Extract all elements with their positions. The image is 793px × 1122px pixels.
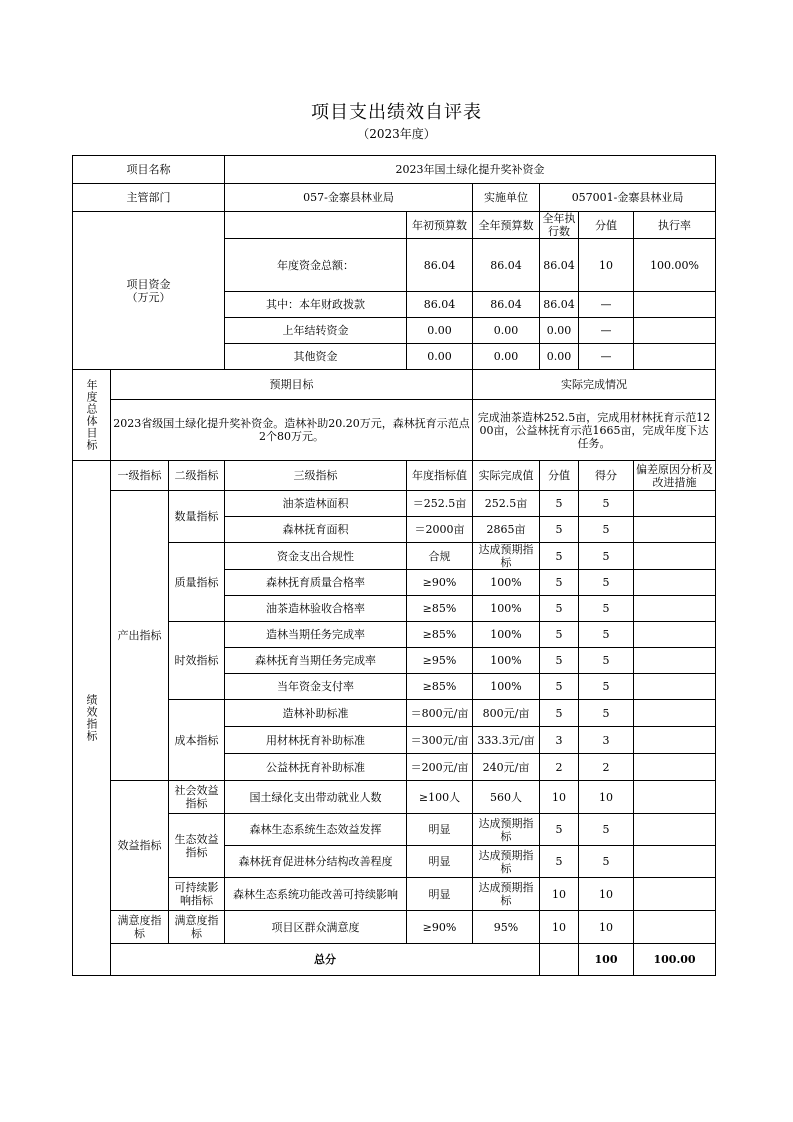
- indicator-weight: 5: [540, 814, 579, 846]
- indicator-name: 油茶造林验收合格率: [225, 596, 407, 622]
- indicators-label: 绩效指标: [73, 461, 111, 976]
- total-score: 100.00: [634, 944, 716, 976]
- indicator-note: [634, 491, 716, 517]
- project-name: 2023年国土绿化提升奖补资金: [225, 156, 716, 184]
- indicator-actual: 达成预期指标: [473, 878, 540, 911]
- level2-quantity: 数量指标: [169, 491, 225, 543]
- indicator-target: ≥90%: [407, 911, 473, 944]
- indicator-actual: 560人: [473, 781, 540, 814]
- indicator-actual: 100%: [473, 674, 540, 700]
- indicator-weight: 5: [540, 491, 579, 517]
- indicator-header-actual: 实际完成值: [473, 461, 540, 491]
- funds-row-initial: 86.04: [407, 292, 473, 318]
- indicator-score: 5: [579, 491, 634, 517]
- funds-row-executed: 0.00: [540, 318, 579, 344]
- funds-header-annual: 全年预算数: [473, 212, 540, 239]
- indicator-name: 用材林抚育补助标准: [225, 727, 407, 754]
- funds-header-blank: [225, 212, 407, 239]
- dept-label: 主管部门: [73, 184, 225, 212]
- funds-row-rate: [634, 344, 716, 370]
- indicator-actual: 800元/亩: [473, 700, 540, 727]
- total-blank: [540, 944, 579, 976]
- dept-value: 057-金寨县林业局: [225, 184, 473, 212]
- funds-row-annual: 86.04: [473, 292, 540, 318]
- indicator-score: 5: [579, 674, 634, 700]
- funds-row-annual: 0.00: [473, 318, 540, 344]
- indicator-weight: 5: [540, 700, 579, 727]
- indicator-weight: 5: [540, 543, 579, 570]
- indicator-target: ＝2000亩: [407, 517, 473, 543]
- level1-output: 产出指标: [111, 491, 169, 781]
- indicator-actual: 240元/亩: [473, 754, 540, 781]
- indicator-weight: 10: [540, 911, 579, 944]
- indicator-target: 明显: [407, 878, 473, 911]
- indicator-score: 5: [579, 648, 634, 674]
- indicator-weight: 5: [540, 648, 579, 674]
- indicator-score: 5: [579, 517, 634, 543]
- indicator-score: 5: [579, 622, 634, 648]
- total-label: 总分: [111, 944, 540, 976]
- funds-row-weight: 10: [579, 239, 634, 292]
- funds-row-rate: 100.00%: [634, 239, 716, 292]
- indicator-target: ＝252.5亩: [407, 491, 473, 517]
- indicator-name: 森林生态系统功能改善可持续影响: [225, 878, 407, 911]
- indicator-score: 5: [579, 700, 634, 727]
- indicator-weight: 10: [540, 781, 579, 814]
- level2-social: 社会效益指标: [169, 781, 225, 814]
- funds-row-label: 其他资金: [225, 344, 407, 370]
- indicator-note: [634, 911, 716, 944]
- funds-row-executed: 86.04: [540, 239, 579, 292]
- funds-row-executed: 86.04: [540, 292, 579, 318]
- indicator-weight: 3: [540, 727, 579, 754]
- funds-row-annual: 86.04: [473, 239, 540, 292]
- level2-ecological: 生态效益指标: [169, 814, 225, 878]
- level2-quality: 质量指标: [169, 543, 225, 622]
- indicator-note: [634, 727, 716, 754]
- funds-row-label: 上年结转资金: [225, 318, 407, 344]
- indicator-target: ≥100人: [407, 781, 473, 814]
- funds-header-rate: 执行率: [634, 212, 716, 239]
- page-year: （2023年度）: [357, 127, 436, 141]
- indicator-name: 油茶造林面积: [225, 491, 407, 517]
- indicator-actual: 95%: [473, 911, 540, 944]
- indicator-weight: 10: [540, 878, 579, 911]
- indicator-name: 造林补助标准: [225, 700, 407, 727]
- funds-header-weight: 分值: [579, 212, 634, 239]
- indicator-weight: 5: [540, 517, 579, 543]
- funds-row-rate: [634, 292, 716, 318]
- indicator-note: [634, 517, 716, 543]
- funds-header-executed: 全年执行数: [540, 212, 579, 239]
- indicator-target: 明显: [407, 814, 473, 846]
- indicator-header-weight: 分值: [540, 461, 579, 491]
- indicator-actual: 100%: [473, 648, 540, 674]
- indicator-actual: 达成预期指标: [473, 543, 540, 570]
- unit-label: 实施单位: [473, 184, 540, 212]
- indicator-weight: 2: [540, 754, 579, 781]
- indicator-actual: 达成预期指标: [473, 846, 540, 878]
- funds-row-initial: 86.04: [407, 239, 473, 292]
- indicator-name: 森林生态系统生态效益发挥: [225, 814, 407, 846]
- indicator-header-level2: 二级指标: [169, 461, 225, 491]
- unit-value: 057001-金寨县林业局: [540, 184, 716, 212]
- indicator-target: ＝800元/亩: [407, 700, 473, 727]
- indicator-header-note: 偏差原因分析及改进措施: [634, 461, 716, 491]
- funds-row-weight: —: [579, 292, 634, 318]
- indicator-note: [634, 814, 716, 846]
- indicator-actual: 2865亩: [473, 517, 540, 543]
- indicator-score: 5: [579, 543, 634, 570]
- expected-goal-header: 预期目标: [111, 370, 473, 400]
- indicator-actual: 333.3元/亩: [473, 727, 540, 754]
- indicator-target: ≥90%: [407, 570, 473, 596]
- indicator-header-level1: 一级指标: [111, 461, 169, 491]
- indicator-score: 10: [579, 878, 634, 911]
- level2-cost: 成本指标: [169, 700, 225, 781]
- indicator-name: 森林抚育面积: [225, 517, 407, 543]
- indicator-note: [634, 846, 716, 878]
- indicator-target: 明显: [407, 846, 473, 878]
- indicator-name: 森林抚育质量合格率: [225, 570, 407, 596]
- indicator-weight: 5: [540, 596, 579, 622]
- funds-header-initial: 年初预算数: [407, 212, 473, 239]
- indicator-header-score: 得分: [579, 461, 634, 491]
- indicator-note: [634, 878, 716, 911]
- funds-row-label: 其中：本年财政拨款: [225, 292, 407, 318]
- indicator-target: ＝200元/亩: [407, 754, 473, 781]
- indicator-actual: 100%: [473, 622, 540, 648]
- indicator-name: 当年资金支付率: [225, 674, 407, 700]
- funds-row-annual: 0.00: [473, 344, 540, 370]
- indicator-note: [634, 622, 716, 648]
- indicator-note: [634, 648, 716, 674]
- indicator-actual: 252.5亩: [473, 491, 540, 517]
- indicator-weight: 5: [540, 570, 579, 596]
- actual-result-header: 实际完成情况: [473, 370, 716, 400]
- indicator-note: [634, 596, 716, 622]
- indicator-note: [634, 570, 716, 596]
- indicator-score: 5: [579, 814, 634, 846]
- indicator-weight: 5: [540, 674, 579, 700]
- indicator-name: 国土绿化支出带动就业人数: [225, 781, 407, 814]
- indicator-score: 5: [579, 570, 634, 596]
- indicator-name: 造林当期任务完成率: [225, 622, 407, 648]
- page-title: 项目支出绩效自评表: [311, 102, 482, 123]
- funds-row-initial: 0.00: [407, 318, 473, 344]
- indicator-score: 2: [579, 754, 634, 781]
- indicator-target: ＝300元/亩: [407, 727, 473, 754]
- indicator-actual: 达成预期指标: [473, 814, 540, 846]
- indicator-weight: 5: [540, 846, 579, 878]
- indicator-name: 资金支出合规性: [225, 543, 407, 570]
- indicator-target: ≥85%: [407, 674, 473, 700]
- level2-timeliness: 时效指标: [169, 622, 225, 700]
- funds-row-label: 年度资金总额：: [225, 239, 407, 292]
- indicator-name: 森林抚育当期任务完成率: [225, 648, 407, 674]
- funds-row-weight: —: [579, 344, 634, 370]
- indicator-target: ≥85%: [407, 596, 473, 622]
- indicator-name: 森林抚育促进林分结构改善程度: [225, 846, 407, 878]
- indicator-name: 项目区群众满意度: [225, 911, 407, 944]
- indicator-weight: 5: [540, 622, 579, 648]
- indicator-score: 10: [579, 911, 634, 944]
- indicator-score: 5: [579, 846, 634, 878]
- level2-satisfaction: 满意度指标: [169, 911, 225, 944]
- indicator-actual: 100%: [473, 570, 540, 596]
- annual-goals-label: 年度总体目标: [73, 370, 111, 461]
- level1-satisfaction: 满意度指标: [111, 911, 169, 944]
- indicator-header-level3: 三级指标: [225, 461, 407, 491]
- indicator-actual: 100%: [473, 596, 540, 622]
- expected-goal-text: 2023省级国土绿化提升奖补资金。造林补助20.20万元，森林抚育示范点2个80万元。: [111, 400, 473, 461]
- evaluation-table: [72, 155, 716, 976]
- indicator-header-target: 年度指标值: [407, 461, 473, 491]
- actual-result-text: 完成油茶造林252.5亩，完成用材林抚育示范1200亩，公益林抚育示范1665亩，完成年度下达任务。: [473, 400, 716, 461]
- indicator-note: [634, 754, 716, 781]
- indicator-score: 10: [579, 781, 634, 814]
- project-name-label: 项目名称: [73, 156, 225, 184]
- indicator-note: [634, 674, 716, 700]
- total-weight: 100: [579, 944, 634, 976]
- level2-sustainable: 可持续影响指标: [169, 878, 225, 911]
- funds-row-initial: 0.00: [407, 344, 473, 370]
- indicator-target: 合规: [407, 543, 473, 570]
- indicator-note: [634, 700, 716, 727]
- indicator-name: 公益林抚育补助标准: [225, 754, 407, 781]
- indicator-note: [634, 543, 716, 570]
- indicator-score: 5: [579, 596, 634, 622]
- funds-row-weight: —: [579, 318, 634, 344]
- indicator-target: ≥95%: [407, 648, 473, 674]
- funds-row-rate: [634, 318, 716, 344]
- funds-label: 项目资金 （万元）: [73, 212, 225, 370]
- indicator-note: [634, 781, 716, 814]
- level1-benefit: 效益指标: [111, 781, 169, 911]
- funds-row-executed: 0.00: [540, 344, 579, 370]
- indicator-target: ≥85%: [407, 622, 473, 648]
- indicator-score: 3: [579, 727, 634, 754]
